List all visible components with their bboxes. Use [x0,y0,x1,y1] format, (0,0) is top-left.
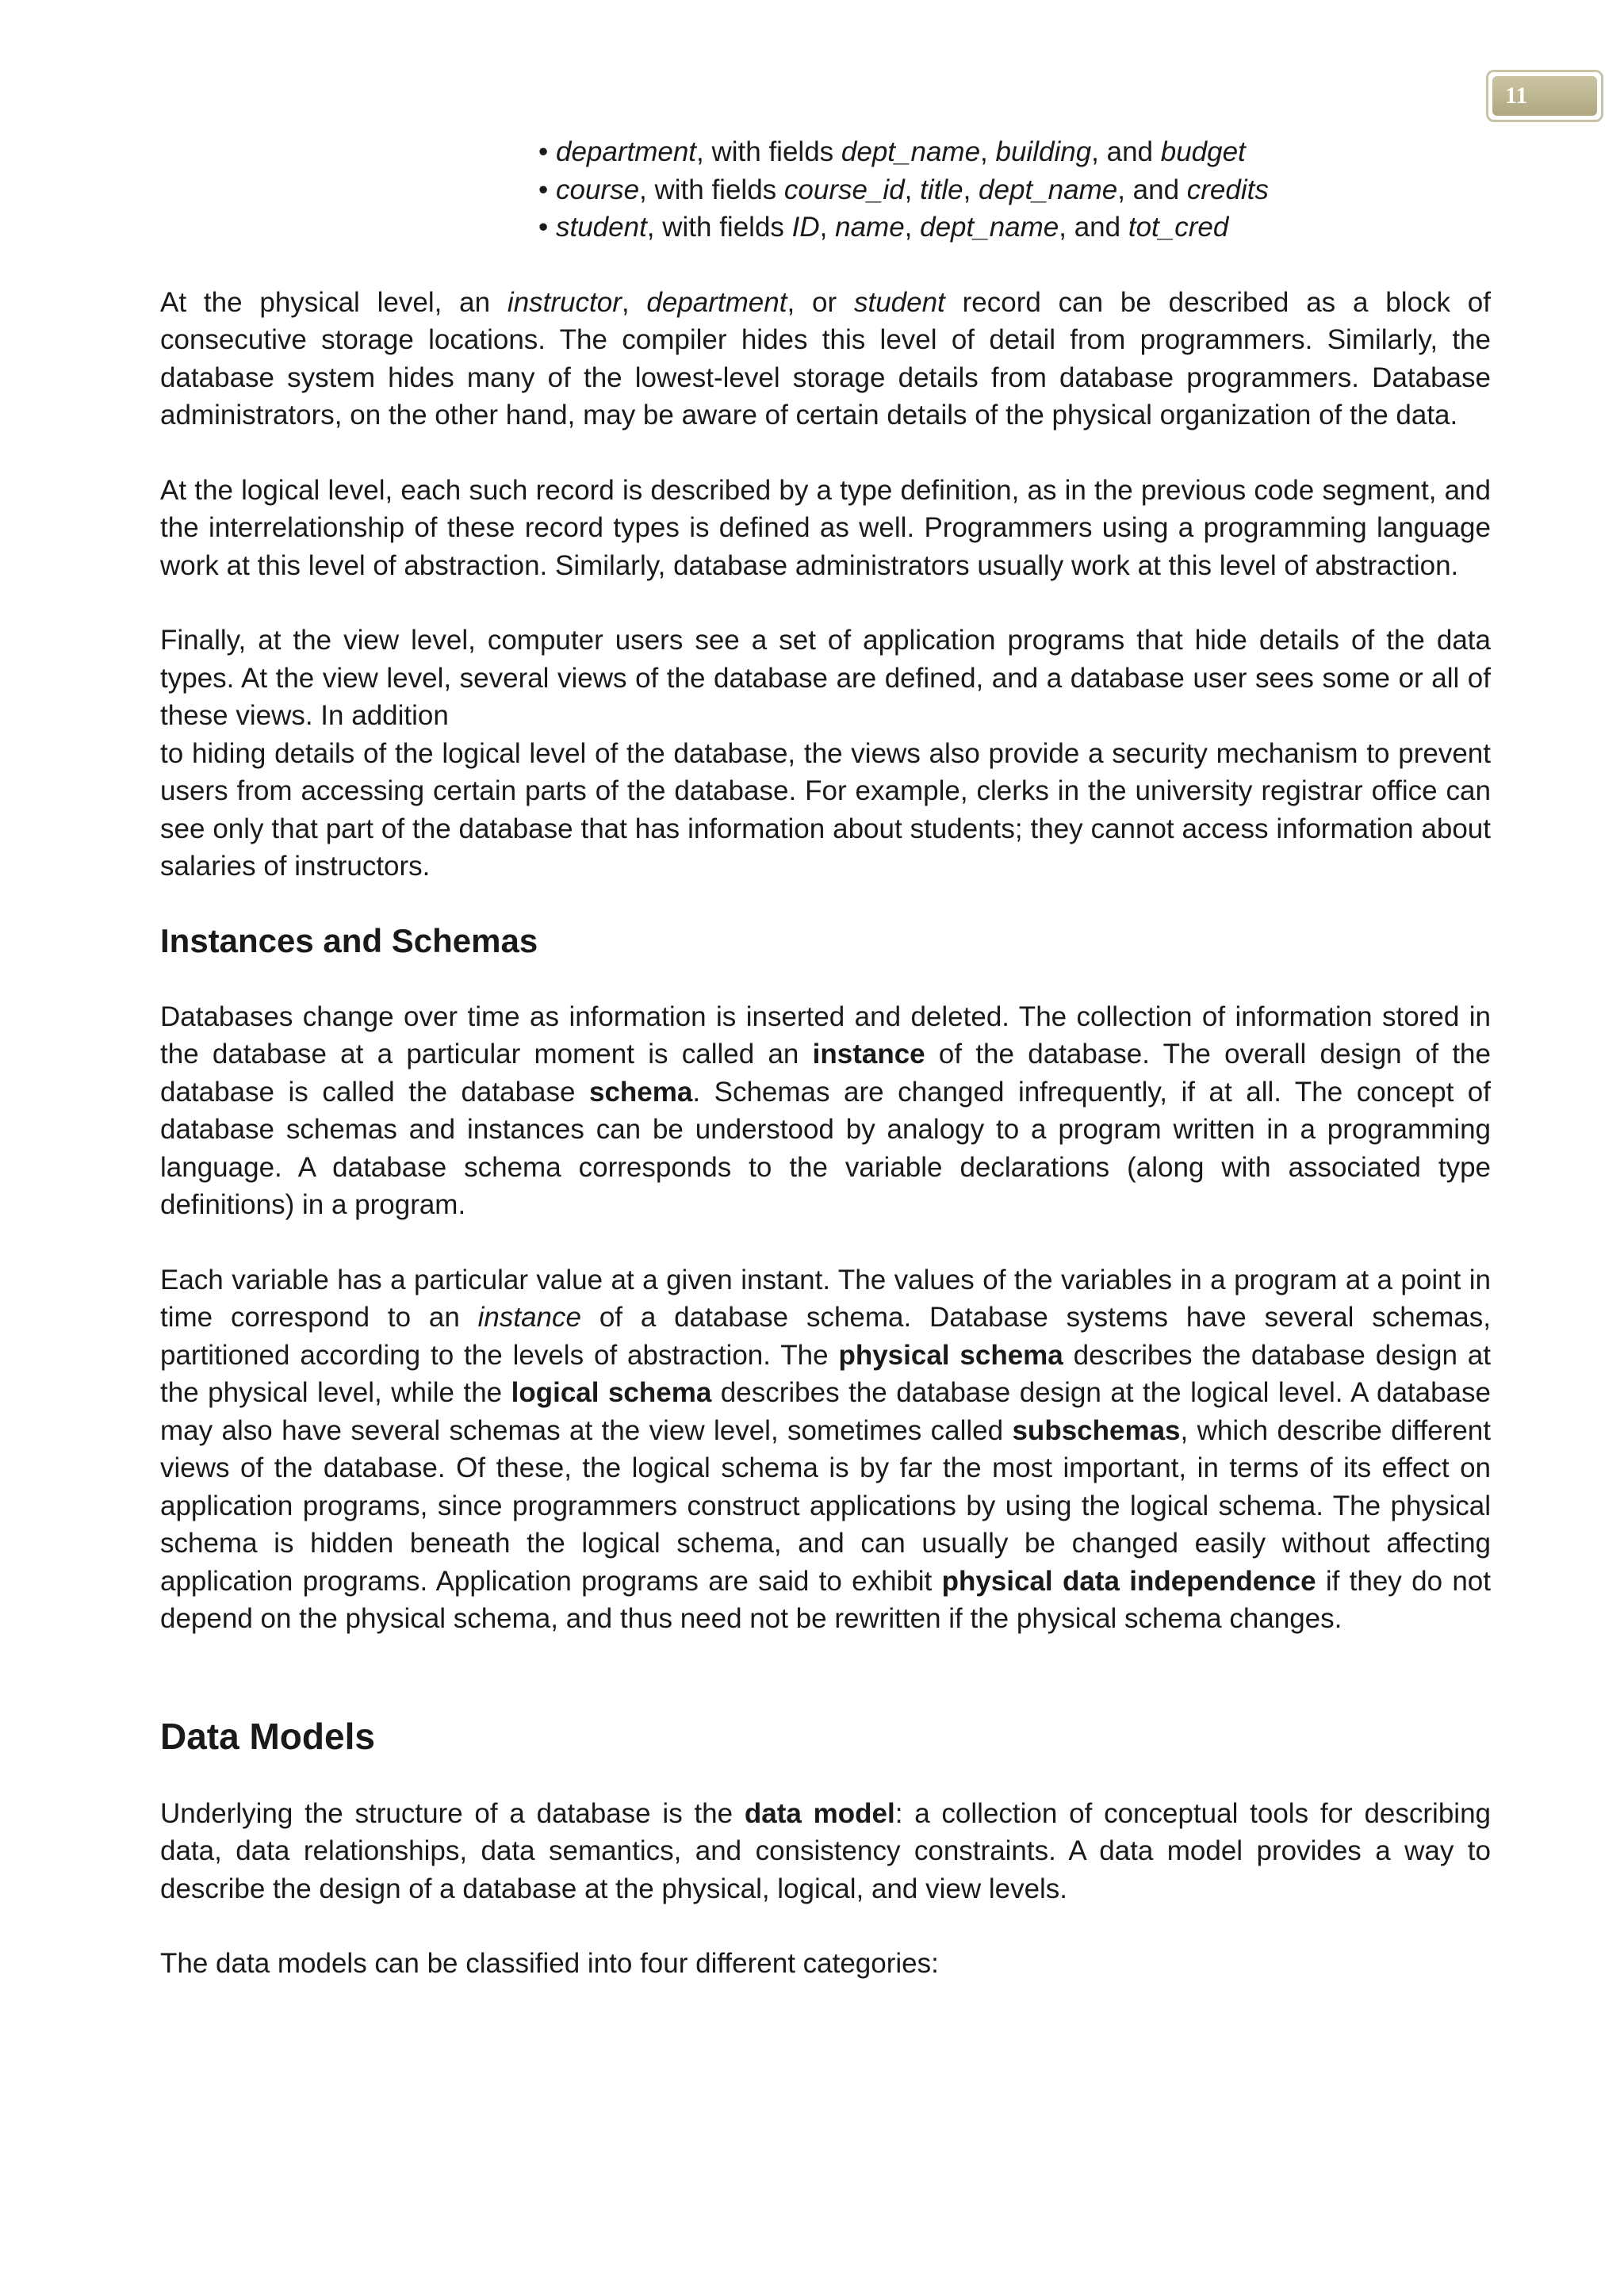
list-item: • department, with fields dept_name, building, and budget [538,136,1246,167]
paragraph-physical-level: At the physical level, an instructor, department, or student record can be described as a block of consecutive storage locations. The compiler hides this level of detail from programmers. Similarly, the database system hides many of the lowest-level storage details from database programmers. Database administrators, on the other hand, may be aware of certain details of the physical organization of the data. [160,286,1491,430]
paragraph-view-level: Finally, at the view level, computer users see a set of application programs that hide details of the data types. At the view level, several views of the database are defined, and a database user sees some or all of these views. In addition [160,625,1491,731]
record-type-list [538,133,1491,247]
page-content [160,133,1491,2020]
list-item: • student, with fields ID, name, dept_name, and tot_cred [538,212,1229,243]
paragraph-instances: Databases change over time as information is inserted and deleted. The collection of information stored in the database at a particular moment is called an instance of the database. The overall design of the database is called the database schema. Schemas are changed infrequently, if at all. The concept of database schemas and instances can be understood by analogy to a program written in a programming language. A database schema corresponds to the variable declarations (along with associated type definitions) in a program. [160,1001,1491,1220]
paragraph-view-level-continued: to hiding details of the logical level of the database, the views also provide a security mechanism to prevent users from accessing certain parts of the database. For example, clerks in the university registrar office can see only that part of the database that has information about students; they cannot access information about salaries of instructors. [160,737,1491,882]
paragraph-logical-level: At the logical level, each such record is described by a type definition, as in the previous code segment, and the interrelationship of these record types is defined as well. Programmers using a programming language work at this level of abstraction. Similarly, database administrators usually work at this level of abstraction. [160,474,1491,581]
page-number: 11 [1492,76,1597,116]
paragraph-data-model: Underlying the structure of a database is the data model: a collection of conceptual tools for describing data, data relationships, data semantics, and consistency constraints. A data model provides a way to describe the design of a database at the physical, logical, and view levels. [160,1797,1491,1904]
paragraph-categories: The data models can be classified into four different categories: [160,1948,939,1979]
heading-data-models: Data Models [160,1715,375,1757]
page-number-badge [1486,70,1603,122]
heading-instances-and-schemas: Instances and Schemas [160,921,538,959]
paragraph-schemas: Each variable has a particular value at a given instant. The values of the variables in a program at a point in time correspond to an instance of a database schema. Database systems have several schemas, partitioned according to the levels of abstraction. The physical schema describes the database design at the physical level, while the logical schema describes the database design at the logical level. A database may also have several schemas at the view level, sometimes called subschemas, which describe different views of the database. Of these, the logical schema is by far the most important, in terms of its effect on application programs, since programmers construct applications by using the logical schema. The physical schema is hidden beneath the logical schema, and can usually be changed easily without affecting application programs. Application programs are said to exhibit physical data independence if they do not depend on the physical schema, and thus need not be rewritten if the physical schema changes. [160,1264,1491,1634]
list-item: • course, with fields course_id, title, dept_name, and credits [538,174,1269,205]
